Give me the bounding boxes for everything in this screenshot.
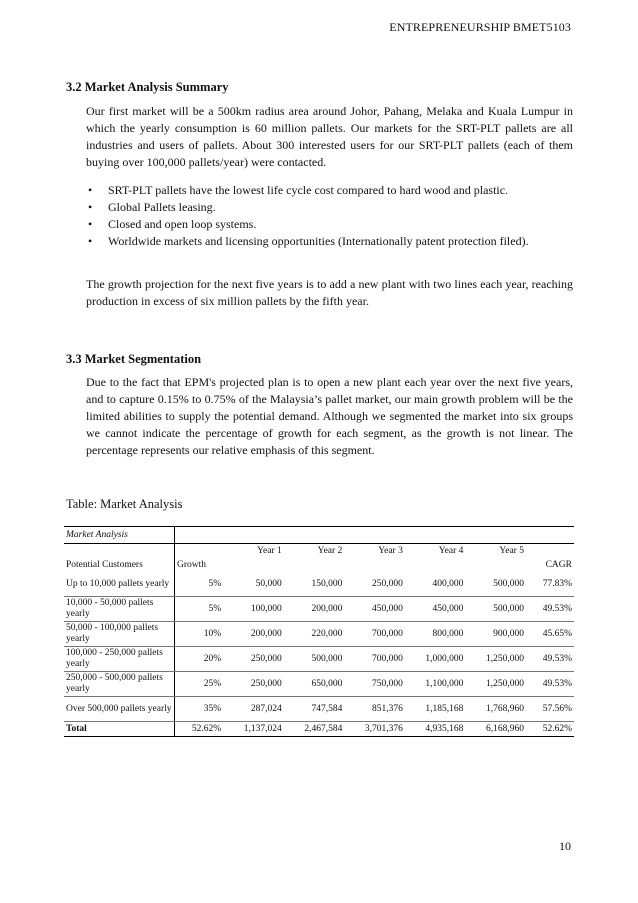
table-column-header-row <box>64 558 574 572</box>
value-cell: 3,701,376 <box>344 722 405 737</box>
value-cell: 450,000 <box>405 597 466 622</box>
table-row <box>64 622 574 647</box>
row-label: 10,000 - 50,000 pallets yearly <box>64 597 175 622</box>
row-label: 50,000 - 100,000 pallets yearly <box>64 622 175 647</box>
value-cell: 1,100,000 <box>405 672 466 697</box>
page-header: ENTREPRENEURSHIP BMET5103 <box>389 20 571 34</box>
value-cell: 4,935,168 <box>405 722 466 737</box>
row-label: 250,000 - 500,000 pallets yearly <box>64 672 175 697</box>
table-title: Market Analysis <box>64 527 175 544</box>
total-label: Total <box>64 722 175 737</box>
table-row <box>64 672 574 697</box>
column-header-customers: Potential Customers <box>64 558 175 572</box>
table-caption: Table: Market Analysis <box>66 497 183 511</box>
growth-cell: 5% <box>175 597 224 622</box>
value-cell: 100,000 <box>223 597 284 622</box>
row-label: Up to 10,000 pallets yearly <box>64 572 175 597</box>
value-cell: 500,000 <box>465 572 526 597</box>
value-cell: 220,000 <box>284 622 345 647</box>
section-title-market-segmentation: 3.3 Market Segmentation <box>66 352 202 366</box>
list-item: • Global Pallets leasing. <box>86 199 576 216</box>
value-cell: 250,000 <box>223 647 284 672</box>
growth-cell: 20% <box>175 647 224 672</box>
value-cell: 747,584 <box>284 697 345 722</box>
value-cell: 650,000 <box>284 672 345 697</box>
market-analysis-table <box>64 526 574 737</box>
table-title-row <box>64 527 574 544</box>
table-row <box>64 597 574 622</box>
value-cell: 500,000 <box>284 647 345 672</box>
year-header: Year 2 <box>317 545 343 556</box>
cagr-cell: 49.53% <box>526 647 574 672</box>
row-label: Over 500,000 pallets yearly <box>64 697 175 722</box>
value-cell: 250,000 <box>344 572 405 597</box>
year-header: Year 3 <box>378 545 403 556</box>
value-cell: 400,000 <box>405 572 466 597</box>
growth-projection-paragraph: The growth projection for the next five years is to add a new plant with two lines each year, reaching production in excess of six million pallets by the fifth year. <box>86 277 573 308</box>
value-cell: 500,000 <box>465 597 526 622</box>
value-cell: 200,000 <box>284 597 345 622</box>
value-cell: 450,000 <box>344 597 405 622</box>
growth-cell: 5% <box>175 572 224 597</box>
list-item: • Closed and open loop systems. <box>86 216 576 233</box>
table-row <box>64 697 574 722</box>
growth-cell: 35% <box>175 697 224 722</box>
table-total-row <box>64 722 574 737</box>
value-cell: 700,000 <box>344 622 405 647</box>
growth-cell: 52.62% <box>175 722 224 737</box>
table-row <box>64 647 574 672</box>
cagr-cell: 49.53% <box>526 597 574 622</box>
market-summary-paragraph: Our first market will be a 500km radius area around Johor, Pahang, Melaka and Kuala Lumpur in which the yearly consumption is 60 million pallets. Our markets for the SRT-PLT pallets are all industries and users of pallets. About 300 interested users for our SRT-PLT pallets (each of them buying over 100,000 pallets/year) were contacted. <box>86 104 573 169</box>
list-item: • Worldwide markets and licensing opportunities (Internationally patent protection filed). <box>86 233 576 250</box>
value-cell: 287,024 <box>223 697 284 722</box>
value-cell: 1,185,168 <box>405 697 466 722</box>
table-row <box>64 572 574 597</box>
advantages-list <box>86 182 576 250</box>
row-label: 100,000 - 250,000 pallets yearly <box>64 647 175 672</box>
cagr-cell: 57.56% <box>526 697 574 722</box>
value-cell: 750,000 <box>344 672 405 697</box>
value-cell: 50,000 <box>223 572 284 597</box>
value-cell: 851,376 <box>344 697 405 722</box>
value-cell: 800,000 <box>405 622 466 647</box>
cagr-cell: 45.65% <box>526 622 574 647</box>
value-cell: 6,168,960 <box>465 722 526 737</box>
year-header: Year 4 <box>438 545 464 556</box>
value-cell: 1,768,960 <box>465 697 526 722</box>
page-number: 10 <box>559 839 571 853</box>
value-cell: 250,000 <box>223 672 284 697</box>
column-header-cagr: CAGR <box>545 559 572 570</box>
value-cell: 1,250,000 <box>465 672 526 697</box>
section-title-market-analysis-summary: 3.2 Market Analysis Summary <box>66 80 229 94</box>
value-cell: 1,000,000 <box>405 647 466 672</box>
column-header-growth: Growth <box>177 559 207 570</box>
year-header: Year 5 <box>499 545 524 556</box>
value-cell: 1,250,000 <box>465 647 526 672</box>
table-year-header-row <box>64 544 574 559</box>
cagr-cell: 49.53% <box>526 672 574 697</box>
value-cell: 200,000 <box>223 622 284 647</box>
growth-cell: 25% <box>175 672 224 697</box>
cagr-cell: 77.83% <box>526 572 574 597</box>
year-header: Year 1 <box>257 545 282 556</box>
growth-cell: 10% <box>175 622 224 647</box>
market-segmentation-paragraph: Due to the fact that EPM's projected plan is to open a new plant each year over the next five years, and to capture 0.15% to 0.75% of the Malaysia’s pallet market, our main growth problem will be the limited abilities to supply the potential demand. Although we segmented the market into six groups we cannot indicate the percentage of growth for each segment, as the growth is not linear. The percentage represents our relative emphasis of this segment. <box>86 375 573 457</box>
value-cell: 700,000 <box>344 647 405 672</box>
cagr-cell: 52.62% <box>526 722 574 737</box>
value-cell: 150,000 <box>284 572 345 597</box>
value-cell: 900,000 <box>465 622 526 647</box>
value-cell: 1,137,024 <box>223 722 284 737</box>
list-item: • SRT-PLT pallets have the lowest life cycle cost compared to hard wood and plastic. <box>86 182 576 199</box>
value-cell: 2,467,584 <box>284 722 345 737</box>
